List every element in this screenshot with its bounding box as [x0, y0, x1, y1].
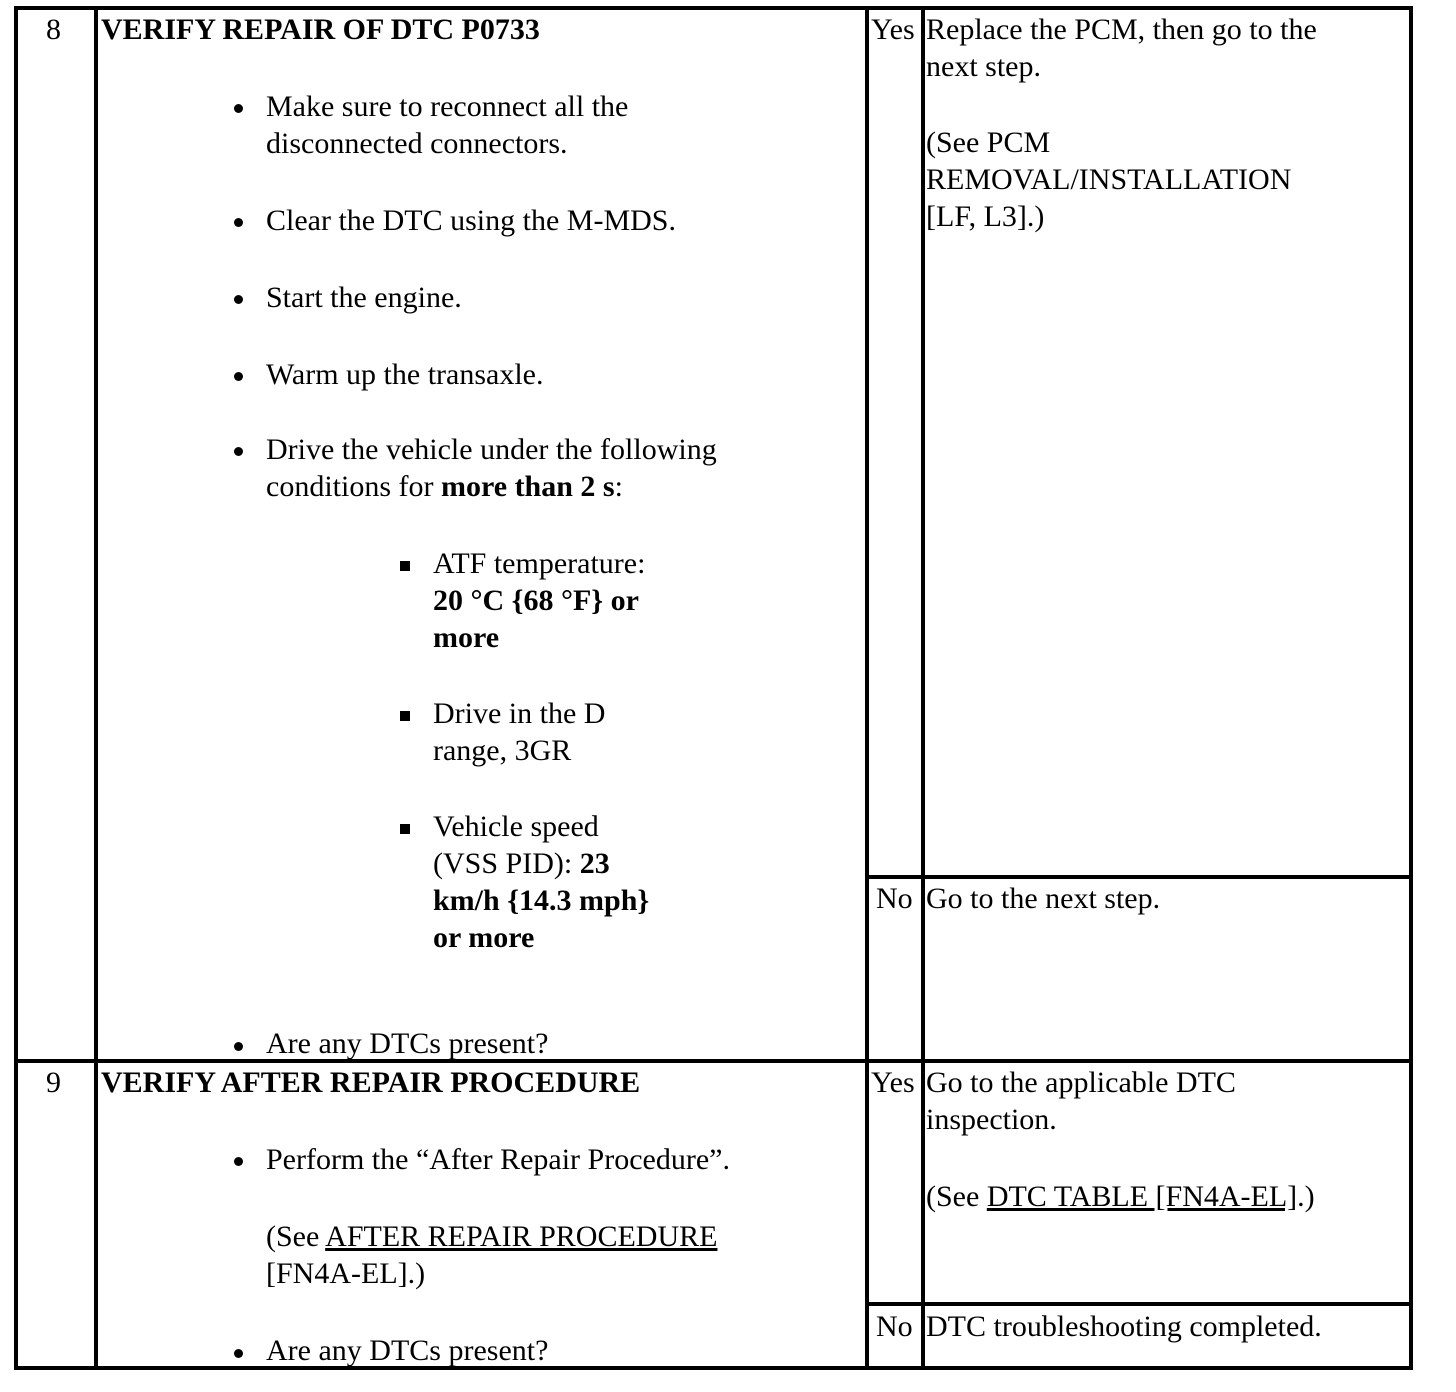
divider-row-8-9 — [14, 1059, 1413, 1063]
divider-step-column — [865, 6, 869, 1370]
square-bullet-icon — [400, 711, 410, 721]
no-label: No — [876, 1310, 913, 1343]
yes-action: Replace the PCM, then go to the — [926, 13, 1317, 46]
step-text: Make sure to reconnect all the — [266, 90, 629, 123]
yes-reference: (See PCM — [926, 126, 1051, 159]
step-title: VERIFY AFTER REPAIR PROCEDURE — [101, 1066, 641, 1099]
text-run: conditions for — [266, 470, 441, 503]
step-number: 9 — [46, 1066, 61, 1099]
yes-action: next step. — [926, 50, 1041, 83]
yes-label: Yes — [871, 13, 915, 46]
yes-action: Go to the applicable DTC — [926, 1066, 1236, 1099]
divider-row9-yes-no — [865, 1302, 1413, 1306]
bullet-icon — [234, 218, 243, 227]
text-run: (See — [266, 1220, 326, 1253]
step-text: Drive the vehicle under the following — [266, 433, 717, 466]
yes-reference — [926, 1178, 1315, 1215]
condition-value: km/h {14.3 mph} — [433, 884, 650, 917]
bullet-icon — [234, 447, 243, 456]
condition-value: 23 — [579, 847, 610, 880]
square-bullet-icon — [400, 824, 410, 834]
step-number: 8 — [46, 13, 61, 46]
border-bottom — [14, 1366, 1413, 1370]
step-text: Start the engine. — [266, 281, 462, 314]
yes-reference: [LF, L3].) — [926, 200, 1045, 233]
condition-label: ATF temperature: — [433, 547, 646, 580]
bullet-icon — [234, 1349, 243, 1358]
square-bullet-icon — [400, 561, 410, 571]
step-text: disconnected connectors. — [266, 127, 568, 160]
condition-value: 20 °C {68 °F} or — [433, 584, 639, 617]
bullet-icon — [234, 372, 243, 381]
divider-number-column — [94, 6, 98, 1370]
no-label: No — [876, 882, 913, 915]
no-action: Go to the next step. — [926, 882, 1161, 915]
border-top — [14, 6, 1413, 10]
condition-label — [433, 845, 610, 882]
text-run: (VSS PID): — [433, 847, 580, 880]
step-text: Are any DTCs present? — [266, 1334, 549, 1367]
step-reference — [266, 1218, 717, 1255]
step-text: Warm up the transaxle. — [266, 358, 544, 391]
step-text: Perform the “After Repair Procedure”. — [266, 1143, 730, 1176]
text-run: .) — [1297, 1180, 1315, 1213]
bullet-icon — [234, 1157, 243, 1166]
condition-label: Drive in the D — [433, 697, 606, 730]
after-repair-procedure-link[interactable]: AFTER REPAIR PROCEDURE — [325, 1220, 718, 1253]
duration-value: more than 2 s — [440, 470, 615, 503]
no-action: DTC troubleshooting completed. — [926, 1310, 1322, 1343]
bullet-icon — [234, 104, 243, 113]
bullet-icon — [234, 295, 243, 304]
condition-value: or more — [433, 921, 535, 954]
border-left — [14, 6, 18, 1370]
yes-reference: REMOVAL/INSTALLATION — [926, 163, 1292, 196]
text-run: : — [614, 470, 623, 503]
text-run: (See — [926, 1180, 987, 1213]
divider-row8-yes-no — [865, 875, 1413, 879]
divider-answer-column — [921, 6, 925, 1370]
border-right — [1409, 6, 1413, 1370]
dtc-table-link[interactable]: DTC TABLE [FN4A-EL] — [986, 1180, 1298, 1213]
step-reference: [FN4A-EL].) — [266, 1257, 426, 1290]
condition-label: Vehicle speed — [433, 810, 599, 843]
step-text: Clear the DTC using the M-MDS. — [266, 204, 676, 237]
yes-label: Yes — [871, 1066, 915, 1099]
step-text — [266, 468, 623, 505]
condition-label: range, 3GR — [433, 734, 572, 767]
bullet-icon — [234, 1042, 243, 1051]
condition-value: more — [433, 621, 500, 654]
yes-action: inspection. — [926, 1103, 1057, 1136]
step-text: Are any DTCs present? — [266, 1027, 549, 1060]
step-title: VERIFY REPAIR OF DTC P0733 — [101, 13, 540, 46]
